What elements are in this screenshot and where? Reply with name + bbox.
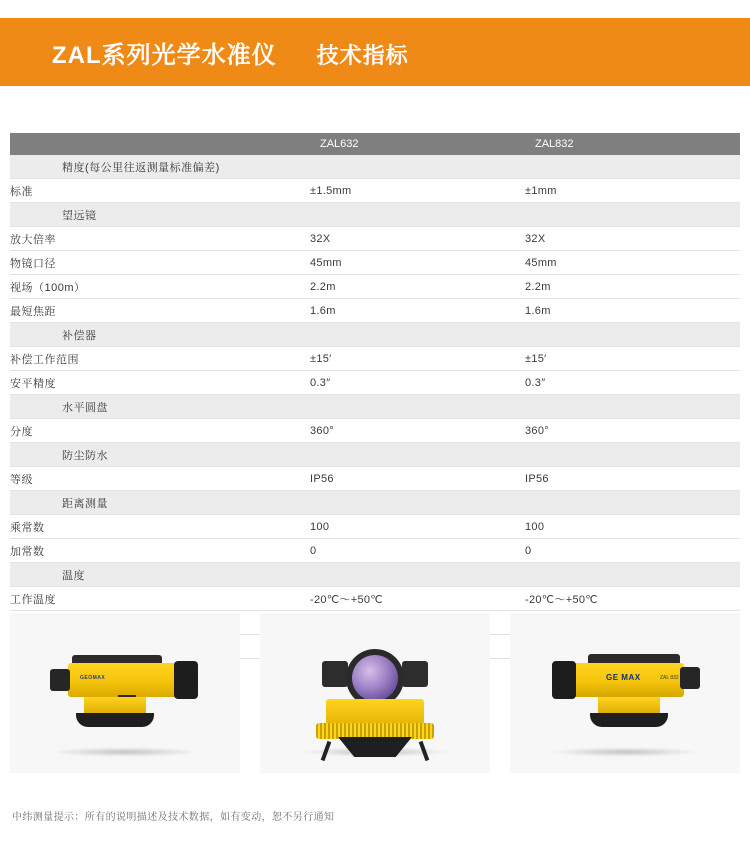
product-photo-side-left [510,613,740,773]
table-row [10,515,740,539]
row-value-model-1: -20℃～+50℃ [310,587,525,611]
spec-table-head [10,133,740,155]
table-row [10,587,740,611]
row-label: 分度 [10,419,310,443]
table-group-row [10,443,740,467]
page-subtitle: 技术指标 [316,42,409,68]
table-group-row [10,323,740,347]
page-header-banner [0,18,750,86]
table-group-row [10,491,740,515]
model-label: ZAL 832 [660,675,679,681]
row-value-model-1: 100 [310,515,525,539]
row-label: 放大倍率 [10,227,310,251]
footer-disclaimer: 中纬测量提示：所有的说明描述及技术数据，如有变动，恕不另行通知 [12,812,335,823]
row-label: 等级 [10,467,310,491]
table-row [10,371,740,395]
row-label: 物镜口径 [10,251,310,275]
row-label: 水平圆盘 [10,395,310,419]
table-row [10,539,740,563]
photo-shadow [550,747,700,757]
row-value-model-1: 360° [310,419,525,443]
row-value-model-2: 45mm [525,251,740,275]
row-label: 最短焦距 [10,299,310,323]
product-image-gallery [10,613,740,773]
brand-logo-text: GEOMAX [80,675,106,681]
row-label: 补偿器 [10,323,310,347]
spec-table-container [10,133,740,659]
row-value-model-2 [525,395,740,419]
row-value-model-1 [310,491,525,515]
row-label: 补偿工作范围 [10,347,310,371]
table-group-row [10,395,740,419]
row-value-model-2 [525,203,740,227]
row-value-model-2: -20℃～+50℃ [525,587,740,611]
table-group-row [10,155,740,179]
row-value-model-2: ±15′ [525,347,740,371]
instrument-body [326,699,424,725]
table-row [10,419,740,443]
photo-shadow [50,747,200,757]
row-value-model-1: ±1.5mm [310,179,525,203]
tribrach-foot [76,713,154,727]
row-value-model-1 [310,155,525,179]
table-row [10,299,740,323]
row-label: 温度 [10,563,310,587]
row-label: 加常数 [10,539,310,563]
row-value-model-1: 1.6m [310,299,525,323]
brand-logo-text: GE MAX [606,673,641,682]
row-value-model-1: 2.2m [310,275,525,299]
row-value-model-1: 0.3″ [310,371,525,395]
row-label: 距离测量 [10,491,310,515]
column-header-model-1: ZAL632 [310,133,525,155]
table-group-row [10,563,740,587]
row-value-model-2: ±1mm [525,179,740,203]
column-header-model-2: ZAL832 [525,133,740,155]
row-label: 工作温度 [10,587,310,611]
row-label: 乘常数 [10,515,310,539]
tribrach-foot [590,713,668,727]
table-row [10,467,740,491]
row-value-model-2: 0.3″ [525,371,740,395]
row-value-model-2: 360° [525,419,740,443]
row-label: 标准 [10,179,310,203]
row-value-model-2: 100 [525,515,740,539]
spec-table [10,133,740,659]
row-value-model-2 [525,491,740,515]
objective-lens [552,661,576,699]
objective-lens [352,655,398,701]
table-header-row [10,133,740,155]
row-value-model-1: 32X [310,227,525,251]
row-value-model-1: 0 [310,539,525,563]
product-photo-front [260,613,490,773]
table-row [10,179,740,203]
table-row [10,347,740,371]
row-value-model-1 [310,203,525,227]
row-value-model-2 [525,443,740,467]
spec-table-body [10,155,740,659]
instrument-base [598,697,660,713]
row-label: 安平精度 [10,371,310,395]
row-value-model-1 [310,323,525,347]
page-title: ZAL系列光学水准仪 [52,41,277,69]
instrument-base [84,697,146,713]
row-value-model-1 [310,563,525,587]
row-value-model-1 [310,395,525,419]
row-value-model-2: 32X [525,227,740,251]
row-value-model-1: 45mm [310,251,525,275]
table-row [10,275,740,299]
row-value-model-1: IP56 [310,467,525,491]
row-value-model-2: 2.2m [525,275,740,299]
row-value-model-2: 0 [525,539,740,563]
row-value-model-2 [525,563,740,587]
banner-text-group [0,35,409,70]
left-side-housing [322,661,348,687]
right-side-housing [402,661,428,687]
row-label: 视场（100m） [10,275,310,299]
row-value-model-2 [525,155,740,179]
table-row [10,227,740,251]
row-value-model-1: ±15′ [310,347,525,371]
table-row [10,251,740,275]
eyepiece [50,669,70,691]
row-label: 望远镜 [10,203,310,227]
horizontal-circle-disc [316,723,434,739]
table-group-row [10,203,740,227]
row-value-model-1 [310,443,525,467]
row-label: 防尘防水 [10,443,310,467]
column-header-category [10,133,310,155]
row-label: 精度(每公里往返测量标准偏差) [10,155,310,179]
eyepiece [680,667,700,689]
row-value-model-2: 1.6m [525,299,740,323]
objective-lens [174,661,198,699]
row-value-model-2 [525,323,740,347]
row-value-model-2: IP56 [525,467,740,491]
product-photo-side-right [10,613,240,773]
